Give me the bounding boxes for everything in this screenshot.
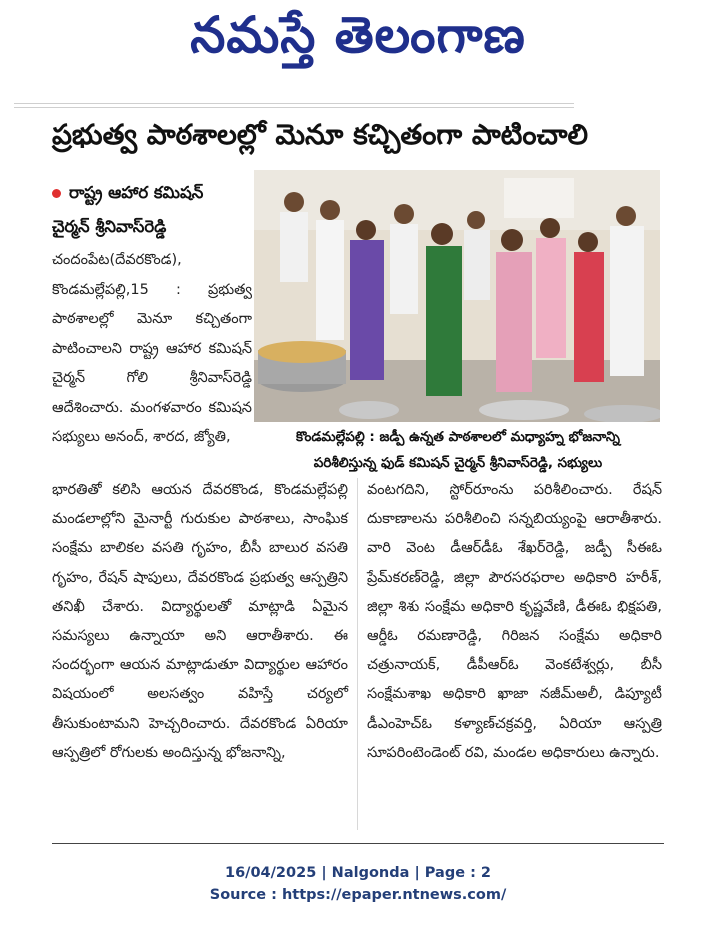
caption-line-2: పరిశీలిస్తున్న ఫుడ్ కమిషన్ చైర్మన్ శ్రీనివాస్‌రెడ్డి, సభ్యులు (313, 455, 603, 471)
kicker-line-1: రాష్ట్ర ఆహార కమిషన్ (69, 183, 204, 202)
article-body-narrow: చందంపేట(దేవరకొండ), కొండమల్లేపల్లి,15 : ప్రభుత్వ పాఠశాలల్లో మెనూ కచ్చితంగా పాటించాలని రాష్ట్ర ఆహార కమిషన్ చైర్మన్ గోలి శ్రీనివాస్‌రెడ్డి ఆదేశించారు. మంగళవారం కమిషన సభ్యులు అనంద్, శారద, జ్యోతి, (52, 252, 252, 445)
footer-source-link[interactable]: Source : https://epaper.ntnews.com/ (209, 887, 507, 903)
article-kicker (52, 176, 247, 244)
news-photo (254, 170, 660, 422)
article-body-left: భారతితో కలిసి ఆయన దేవరకొండ, కొండమల్లేపల్లి మండలాల్లోని మైనార్టీ గురుకుల పాఠశాలు, సాంఘిక సంక్షేమ బాలికల వసతి గృహం, బీసీ బాలుర వసతి గృహం, రేషన్ షాపులు, దేవరకొండ ప్రభుత్వ ఆస్పత్రిని తనిఖీ చేశారు. విద్యార్థులతో మాట్లాడి ఏమైన సమస్యలు ఉన్నాయా అని ఆరాతీశారు. ఈ సందర్భంగా ఆయన మాట్లాడుతూ విద్యార్థుల ఆహారం విషయంలో అలసత్వం వహిస్తే చర్యలో తీసుకుంటామని హెచ్చరించారు. దేవరకొండ ఏరియా ఆస్పత్రిలో రోగులకు అందిస్తున్న భోజనాన్ని, (52, 482, 348, 761)
caption-line-1: కొండమల్లేపల్లి : జడ్పీ ఉన్నత పాఠశాలలో మధ్యాహ్న భోజనాన్ని (296, 429, 620, 445)
photo-caption (256, 424, 660, 476)
kicker-line-2: చైర్మన్ శ్రీనివాస్‌రెడ్డి (52, 217, 167, 236)
page-footer (0, 862, 716, 906)
newspaper-masthead: నమస్తే తెలంగాణ (190, 6, 526, 64)
article-body-right: వంటగదిని, స్టోర్‌రూంను పరిశీలించారు. రేషన్ దుకాణాలను పరిశీలించి సన్నబియ్యంపై ఆరాతీశారు. వారి వెంట డీఆర్‌డీఓ శేఖర్‌రెడ్డి, జడ్పీ సీఈఓ ప్రేమ్‌కరణ్‌రెడ్డి, జిల్లా పౌరసరఫరాల అధికారి హరీశ్, జిల్లా శిశు సంక్షేమ అధికారి కృష్ణవేణి, డీఈఓ భిక్షపతి, ఆర్డీఓ రమణారెడ్డి, గిరిజన సంక్షేమ అధికారి చత్రునాయక్, డీపీఆర్‌ఓ వెంకటేశ్వర్లు, బీసీ సంక్షేమశాఖ అధికారి ఖాజా నజీమ్‌అలీ, డిప్యూటీ డీఎంహెచ్‌ఓ కళ్యాణ్‌చక్రవర్తి, ఏరియా ఆస్పత్రి సూపరింటెండెంట్ రవి, మండల అధికారులు ఉన్నారు. (367, 482, 662, 761)
bullet-icon (52, 189, 61, 198)
footer-date-edition: 16/04/2025 | Nalgonda | Page : 2 (224, 865, 492, 881)
article-headline: ప్రభుత్వ పాఠశాలల్లో మెనూ కచ్చితంగా పాటించాలి (52, 118, 589, 151)
masthead-rule (14, 103, 574, 104)
masthead-rule-secondary (14, 107, 574, 108)
column-divider (357, 478, 358, 830)
footer-rule (52, 843, 664, 844)
